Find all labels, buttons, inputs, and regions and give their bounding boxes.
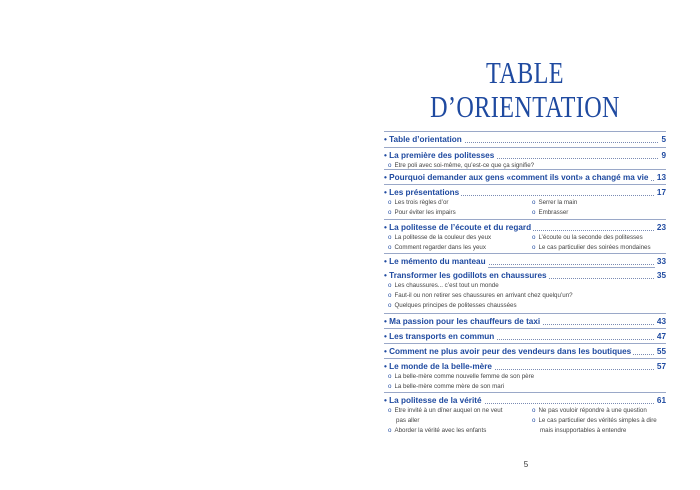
sub-bullet-icon: o <box>532 417 536 424</box>
sub-bullet-icon: o <box>388 427 392 434</box>
toc-entry-label: • Le mémento du manteau <box>384 257 486 266</box>
sub-bullet-icon: o <box>388 302 392 309</box>
toc-sub-item <box>532 209 568 217</box>
toc-entry-page: 33 <box>656 257 666 266</box>
toc-entry-label: • Pourquoi demander aux gens «comment ils vont» a changé ma vie <box>384 173 649 182</box>
sub-bullet-icon: o <box>388 373 392 380</box>
sub-bullet-icon: o <box>532 199 536 206</box>
toc-entry[interactable] <box>384 331 666 343</box>
toc-sub-item-text: Être invité à un dîner auquel on ne veut <box>394 407 503 414</box>
sub-bullet-icon: o <box>388 209 392 216</box>
toc-entry[interactable] <box>384 150 666 162</box>
toc-entry-label: • Table d’orientation <box>384 135 462 144</box>
toc-entry-page: 61 <box>656 396 666 405</box>
toc-sub-item <box>388 427 486 435</box>
toc-sub-item-text: Faut-il ou non retirer ses chaussures en arrivant chez quelqu’un? <box>394 292 573 299</box>
toc-entry-label: • Les présentations <box>384 188 460 197</box>
toc-sub-item <box>388 209 456 217</box>
toc-entry[interactable] <box>384 316 666 328</box>
toc-entry-page: 23 <box>656 223 666 232</box>
toc-sub-item <box>388 302 517 310</box>
toc-entry-page: 9 <box>661 151 666 160</box>
toc-sub-item <box>532 199 577 207</box>
toc-sub-item-text: mais insupportables à entendre <box>540 427 627 434</box>
toc-sub-item-text: Aborder la vérité avec les enfants <box>394 427 487 434</box>
toc-sub-item <box>388 234 491 242</box>
toc-separator <box>384 184 666 185</box>
toc-sub-item-text: Serrer la main <box>538 199 578 206</box>
toc-sub-item <box>532 244 651 252</box>
toc-entry-label: • La politesse de l’écoute et du regard <box>384 223 532 232</box>
toc-entry[interactable] <box>384 346 666 358</box>
toc-separator <box>384 147 666 148</box>
sub-bullet-icon: o <box>532 209 536 216</box>
toc-sub-item <box>532 427 626 435</box>
toc-sub-item <box>388 292 573 300</box>
toc-entry[interactable] <box>384 395 666 407</box>
toc-separator <box>384 313 666 314</box>
page-title-line-2: D’ORIENTATION <box>430 89 620 124</box>
toc-sub-item <box>388 282 499 290</box>
toc-sub-item-text: L’écoute ou la seconde des politesses <box>538 234 643 241</box>
toc-entry-label: • Comment ne plus avoir peur des vendeurs dans les boutiques <box>384 347 632 356</box>
toc-separator <box>384 169 666 170</box>
sub-bullet-icon: o <box>388 244 392 251</box>
toc-entry-page: 57 <box>656 362 666 371</box>
sub-bullet-icon: o <box>388 383 392 390</box>
toc-sub-item-text: Quelques principes de politesses chaussées <box>394 302 517 309</box>
toc-entry-label: • Transformer les godillots en chaussures <box>384 271 547 280</box>
toc-entry-page: 55 <box>656 347 666 356</box>
toc-entry-page: 5 <box>661 135 666 144</box>
toc-sub-item-text: Être poli avec soi-même, qu’est-ce que ça signifie? <box>394 162 535 169</box>
toc-sub-item <box>388 199 448 207</box>
toc-entry[interactable] <box>384 270 666 282</box>
toc-entry-label: • Le monde de la belle-mère <box>384 362 492 371</box>
toc-entry-page: 35 <box>656 271 666 280</box>
toc-entry-label: • Les transports en commun <box>384 332 495 341</box>
toc-entry-page: 47 <box>656 332 666 341</box>
toc-sub-item <box>388 417 419 425</box>
toc-separator <box>384 343 666 344</box>
toc-sub-item-text: Le cas particulier des vérités simples à dire <box>538 417 657 424</box>
toc-entry-label: • Ma passion pour les chauffeurs de taxi <box>384 317 541 326</box>
sub-bullet-icon: o <box>388 407 392 414</box>
toc-sub-item-text: Ne pas vouloir répondre à une question <box>538 407 647 414</box>
toc-sub-item <box>388 244 486 252</box>
toc-sub-item-text: Les chaussures... c’est tout un monde <box>394 282 499 289</box>
toc-sub-item <box>532 417 657 425</box>
toc-separator <box>384 219 666 220</box>
toc-entry[interactable] <box>384 361 666 373</box>
sub-bullet-icon: o <box>532 234 536 241</box>
toc-sub-item-text: La belle-mère comme nouvelle femme de son père <box>394 373 535 380</box>
toc-sub-item-text: Pour éviter les impairs <box>394 209 456 216</box>
page-title-line-1: TABLE <box>486 55 564 90</box>
toc-entry[interactable] <box>384 134 666 146</box>
toc-sub-item-text: La politesse de la couleur des yeux <box>394 234 492 241</box>
toc-sub-item <box>388 383 504 391</box>
sub-bullet-icon: o <box>388 282 392 289</box>
toc-sub-item-text: Comment regarder dans les yeux <box>394 244 486 251</box>
toc-sub-item-text: Les trois règles d’or <box>394 199 449 206</box>
toc-separator <box>384 392 666 393</box>
sub-bullet-icon: o <box>388 199 392 206</box>
toc-sub-item-text: Le cas particulier des soirées mondaines <box>538 244 651 251</box>
toc-entry-page: 13 <box>656 173 666 182</box>
page-number: 5 <box>523 460 529 469</box>
toc-sub-item <box>388 373 534 381</box>
toc-entry-label: • La politesse de la vérité <box>384 396 482 405</box>
toc-entry-page: 17 <box>656 188 666 197</box>
toc-entry[interactable] <box>384 222 666 234</box>
toc-entry-label: • La première des politesses <box>384 151 495 160</box>
toc-sub-item <box>388 407 502 415</box>
toc-separator <box>384 131 666 132</box>
sub-bullet-icon: o <box>388 292 392 299</box>
sub-bullet-icon: o <box>388 162 392 169</box>
toc-sub-item <box>532 234 643 242</box>
toc-sub-item <box>532 407 647 415</box>
toc-separator <box>384 328 666 329</box>
toc-separator <box>384 358 666 359</box>
toc-separator <box>384 253 666 254</box>
sub-bullet-icon: o <box>532 407 536 414</box>
toc-entry[interactable] <box>384 187 666 199</box>
sub-bullet-icon: o <box>532 244 536 251</box>
toc-sub-item-text: Embrasser <box>538 209 569 216</box>
toc-sub-item-text: La belle-mère comme mère de son mari <box>394 383 505 390</box>
toc-entry-page: 43 <box>656 317 666 326</box>
sub-bullet-icon: o <box>388 234 392 241</box>
toc-sub-item-text: pas aller <box>396 417 420 424</box>
toc-entry[interactable] <box>384 172 666 184</box>
